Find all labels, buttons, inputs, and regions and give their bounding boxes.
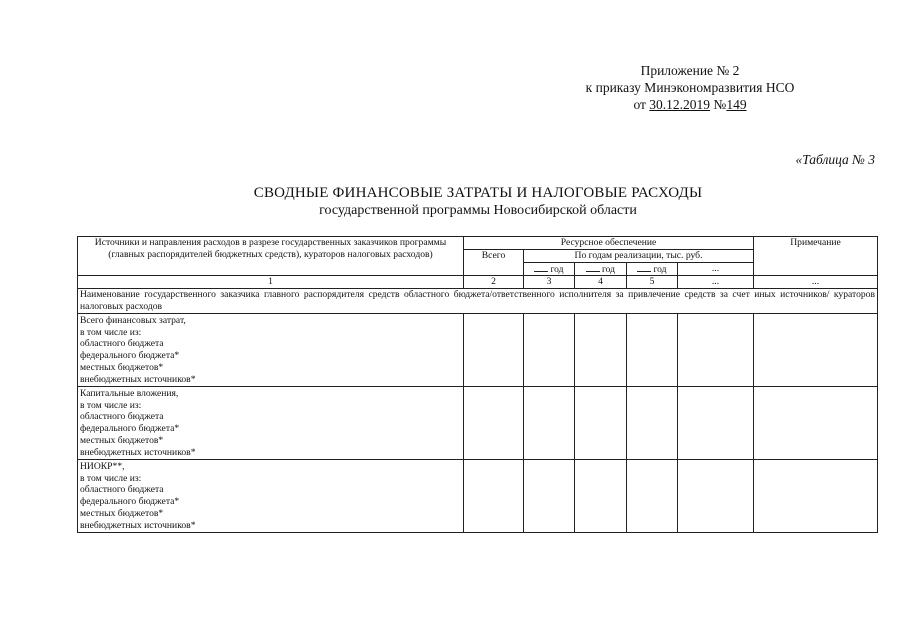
table-label: «Таблица № 3 bbox=[795, 152, 875, 167]
col-number: ... bbox=[678, 276, 754, 289]
document-title: СВОДНЫЕ ФИНАНСОВЫЕ ЗАТРАТЫ И НАЛОГОВЫЕ РАСХОДЫ bbox=[253, 185, 703, 201]
value-cell bbox=[627, 459, 678, 532]
appendix-number: 149 bbox=[726, 97, 747, 112]
note-cell bbox=[754, 386, 878, 459]
header-resources: Ресурсное обеспечение bbox=[464, 237, 754, 250]
value-cell bbox=[678, 459, 754, 532]
col-number: 3 bbox=[524, 276, 575, 289]
table-row-rnd bbox=[78, 459, 878, 532]
row-label-rnd: НИОКР**, в том числе из: областного бюджета федерального бюджета* местных бюджетов* внебюджетных источников* bbox=[78, 459, 464, 532]
appendix-line3 bbox=[520, 96, 860, 113]
appendix-number-prefix: № bbox=[710, 97, 727, 112]
value-cell bbox=[678, 386, 754, 459]
col-number: ... bbox=[754, 276, 878, 289]
note-cell bbox=[754, 459, 878, 532]
value-cell bbox=[524, 459, 575, 532]
header-by-years: По годам реализации, тыс. руб. bbox=[524, 249, 754, 262]
value-cell bbox=[575, 459, 627, 532]
appendix-block bbox=[520, 62, 860, 113]
header-row-1 bbox=[78, 237, 878, 250]
row-label-total-costs: Всего финансовых затрат, в том числе из: областного бюджета федерального бюджета* местных бюджетов* внебюджетных источников* bbox=[78, 313, 464, 386]
value-cell bbox=[627, 386, 678, 459]
header-year-more: ... bbox=[678, 262, 754, 276]
col-number: 4 bbox=[575, 276, 627, 289]
customer-name-cell: Наименование государственного заказчика главного распорядителя средств областного бюджета/ответственного исполнителя за привлечение средств за счет иных источников/ кураторов налоговых расходов bbox=[78, 289, 878, 314]
value-cell bbox=[575, 386, 627, 459]
value-cell bbox=[627, 313, 678, 386]
col-number: 5 bbox=[627, 276, 678, 289]
value-cell bbox=[464, 386, 524, 459]
appendix-line2: к приказу Минэкономразвития НСО bbox=[585, 80, 795, 95]
value-cell bbox=[464, 459, 524, 532]
header-year-1: год bbox=[524, 262, 575, 276]
document-subtitle: государственной программы Новосибирской области bbox=[319, 203, 637, 218]
financial-table bbox=[77, 236, 878, 533]
header-sources: Источники и направления расходов в разрезе государственных заказчиков программы (главных распорядителей бюджетных средств), кураторов налоговых расходов) bbox=[78, 237, 464, 276]
header-year-2: год bbox=[575, 262, 627, 276]
col-number: 1 bbox=[78, 276, 464, 289]
appendix-date-prefix: от bbox=[633, 97, 650, 112]
column-numbers-row bbox=[78, 276, 878, 289]
col-number: 2 bbox=[464, 276, 524, 289]
header-note: Примечание bbox=[754, 237, 878, 276]
value-cell bbox=[524, 386, 575, 459]
appendix-date: 30.12.2019 bbox=[649, 97, 711, 112]
value-cell bbox=[524, 313, 575, 386]
value-cell bbox=[575, 313, 627, 386]
value-cell bbox=[464, 313, 524, 386]
row-label-capital-investments: Капитальные вложения, в том числе из: областного бюджета федерального бюджета* местных бюджетов* внебюджетных источников* bbox=[78, 386, 464, 459]
note-cell bbox=[754, 313, 878, 386]
customer-row bbox=[78, 289, 878, 314]
value-cell bbox=[678, 313, 754, 386]
table-row-capital-investments bbox=[78, 386, 878, 459]
appendix-line1: Приложение № 2 bbox=[640, 63, 740, 78]
table-row-total-costs bbox=[78, 313, 878, 386]
header-total: Всего bbox=[464, 249, 524, 276]
header-year-3: год bbox=[627, 262, 678, 276]
